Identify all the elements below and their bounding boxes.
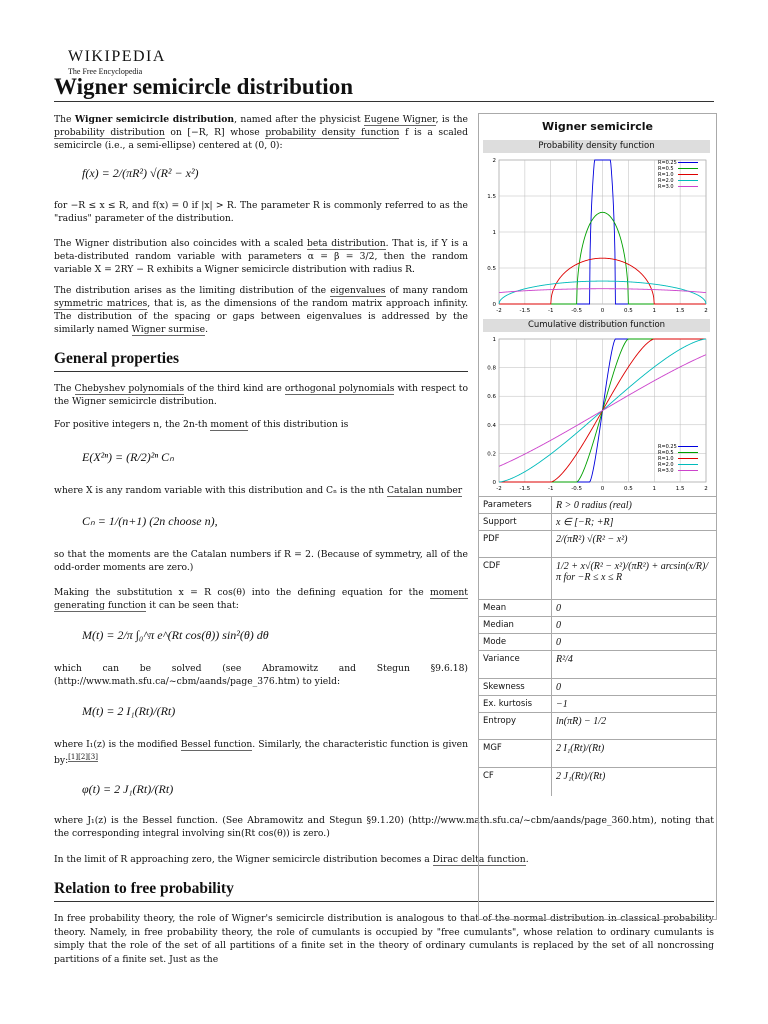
legend-label: R=1.0 [658, 456, 674, 462]
logo-wordmark: WIKIPEDIA [68, 48, 166, 65]
y-tick-label: 0 [492, 302, 496, 308]
infobox-row [479, 599, 716, 617]
link-eugene-wigner[interactable]: Eugene Wigner [364, 114, 436, 125]
infobox-row-value: 1/2 + x√(R² − x²)/(πR²) + arcsin(x/R)/π for −R ≤ x ≤ R [556, 561, 709, 583]
infobox-row-value: 0 [556, 620, 561, 631]
pdf-caption: Probability density function [483, 140, 710, 153]
x-tick-label: 1 [652, 486, 656, 492]
free-paragraph-1: In free probability theory, the role of Wigner's semicircle distribution is analogous to that of the normal distribution in classical probability theory. Namely, in free probability theory, the role of cumulants is occupied by "free cumulants", whose relation to ordinary cumulants is simply that the role of the set of all partitions of a finite set in the theory of ordinary cumulants is replaced by the set of all noncrossing partitions of a finite set. Just as the [54, 913, 714, 965]
infobox-row-label[interactable]: Variance [483, 654, 520, 664]
infobox-row-value: R²/4 [556, 654, 573, 665]
general-paragraph-8: where J₁(z) is the Bessel function. (See Abramowitz and Stegun §9.1.20) (http://www.math.sfu.ca/~cbm/aands/page_360.htm), noting that the corresponding integral involving sin(Rt cos(θ)) is zero.) [54, 815, 714, 839]
link-symmetric-matrices[interactable]: symmetric matrices [54, 298, 148, 309]
link-catalan-number[interactable]: Catalan number [386, 485, 463, 496]
pdf-chart[interactable] [483, 154, 710, 316]
equation-mgf: M(t) = 2 I₁(Rt)/(Rt) [82, 704, 176, 718]
column-divider [551, 740, 552, 768]
column-divider [551, 634, 552, 651]
heading-divider [54, 371, 468, 372]
column-divider [551, 531, 552, 558]
intro-paragraph-1: The Wigner semicircle distribution, named after the physicist Eugene Wigner, is the probability distribution on [−R, R] whose probability density function f is a scaled semicircle (i.e., a semi-ellipse) centered at (0, 0): [54, 114, 468, 151]
x-tick-label: -2 [496, 486, 502, 492]
infobox-row-value: R > 0 radius (real) [556, 500, 632, 511]
legend-label: R=3.0 [658, 468, 674, 474]
y-tick-label: 0.8 [487, 365, 496, 372]
y-tick-label: 2 [492, 158, 496, 164]
x-tick-label: 0 [600, 308, 605, 314]
infobox-row-label[interactable]: Support [483, 517, 517, 527]
wikipedia-logo[interactable] [68, 48, 166, 76]
intro-paragraph-4: The distribution arises as the limiting distribution of the eigenvalues of many random symmetric matrices, that is, as the dimensions of the random matrix approach infinity. The distribution of the spacing or gaps between eigenvalues is addressed by the similarly named Wigner surmise. [54, 285, 468, 335]
infobox-row-label[interactable]: MGF [483, 743, 502, 753]
general-paragraph-1: The Chebyshev polynomials of the third kind are orthogonal polynomials with respect to the Wigner semicircle distribution. [54, 383, 468, 407]
link-pdf[interactable]: probability density function [265, 127, 400, 138]
x-tick-label: 0 [600, 486, 605, 492]
y-tick-label: 0.4 [487, 422, 496, 429]
x-tick-label: -1.5 [519, 486, 531, 492]
cdf-chart[interactable] [483, 333, 710, 494]
legend-label: R=1.0 [658, 172, 674, 178]
x-tick-label: 1.5 [675, 308, 685, 314]
legend-label: R=2.0 [658, 178, 674, 184]
general-paragraph-2: For positive integers n, the 2n-th moment of this distribution is [54, 419, 349, 430]
reference-links[interactable]: [1][2][3] [68, 753, 98, 761]
y-tick-label: 0 [492, 480, 496, 486]
intro-paragraph-3: The Wigner distribution also coincides with a scaled beta distribution. That is, if Y is a beta-distributed random variable with parameters α = β = 3/2, then the random variable X = 2RY − R exhibits a Wigner semicircle distribution with radius R. [54, 238, 468, 275]
link-bessel-function[interactable]: Bessel function [180, 739, 253, 750]
link-dirac-delta[interactable]: Dirac delta function [432, 854, 526, 865]
infobox-row [479, 650, 716, 679]
link-probability-distribution[interactable]: probability distribution [54, 127, 165, 138]
general-paragraph-7: where I₁(z) is the modified Bessel function. Similarly, the characteristic function is given by:[1][2][3] [54, 739, 468, 767]
cdf-caption: Cumulative distribution function [483, 319, 710, 332]
heading-free-probability: Relation to free probability [54, 880, 234, 897]
equation-cf: φ(t) = 2 J₁(Rt)/(Rt) [82, 782, 174, 796]
column-divider [551, 696, 552, 713]
page-title: Wigner semicircle distribution [54, 74, 353, 99]
legend-label: R=0.25 [658, 160, 677, 166]
equation-catalan: Cₙ = 1/(n+1) (2n choose n), [82, 514, 218, 528]
general-paragraph-3: where X is any random variable with this distribution and Cₙ is the nth Catalan number [54, 485, 463, 496]
x-tick-label: -0.5 [571, 308, 582, 314]
infobox-row [479, 712, 716, 740]
legend-label: R=2.0 [658, 462, 674, 468]
infobox-row-value: 0 [556, 603, 561, 614]
x-tick-label: 2 [704, 486, 708, 492]
column-divider [551, 679, 552, 696]
infobox-row-label[interactable]: Mode [483, 637, 507, 647]
infobox-row-label[interactable]: PDF [483, 534, 500, 544]
infobox-row-label[interactable]: Entropy [483, 716, 517, 726]
infobox [478, 113, 717, 920]
x-tick-label: -2 [496, 308, 502, 314]
y-tick-label: 1 [492, 337, 496, 343]
x-tick-label: 1.5 [675, 486, 685, 492]
x-tick-label: -0.5 [571, 486, 582, 492]
infobox-row [479, 496, 716, 514]
x-tick-label: 0.5 [624, 308, 633, 314]
equation-pdf: f(x) = 2/(πR²) √(R² − x²) [82, 166, 199, 180]
infobox-row-value: −1 [556, 699, 568, 710]
infobox-row-label[interactable]: Parameters [483, 500, 532, 510]
infobox-row-value: 0 [556, 682, 561, 693]
infobox-row-label[interactable]: Mean [483, 603, 507, 613]
link-chebyshev[interactable]: Chebyshev polynomials [74, 383, 185, 394]
column-divider [551, 514, 552, 531]
column-divider [551, 651, 552, 679]
equation-moments: E(X²ⁿ) = (R/2)²ⁿ Cₙ [82, 450, 174, 464]
infobox-row [479, 513, 716, 531]
link-moment[interactable]: moment [210, 419, 249, 430]
legend-label: R=3.0 [658, 184, 674, 190]
general-paragraph-6: which can be solved (see Abramowitz and Stegun §9.6.18) (http://www.math.sfu.ca/~cbm/aands/page_376.htm) to yield: [54, 663, 468, 687]
infobox-row-value: 2/(πR²) √(R² − x²) [556, 534, 628, 545]
infobox-row [479, 633, 716, 651]
logo-tagline: The Free Encyclopedia [68, 67, 143, 76]
infobox-row-label[interactable]: Skewness [483, 682, 525, 692]
y-tick-label: 0.2 [487, 451, 496, 458]
infobox-row-label[interactable]: Ex. kurtosis [483, 699, 533, 709]
infobox-row [479, 767, 716, 796]
x-tick-label: 2 [704, 308, 708, 314]
link-orthogonal-polynomials[interactable]: orthogonal polynomials [284, 383, 395, 394]
column-divider [551, 600, 552, 617]
title-divider [54, 101, 714, 102]
y-tick-label: 1 [492, 230, 496, 236]
infobox-row-value: 2 J₁(Rt)/(Rt) [556, 771, 606, 782]
legend-label: R=0.5 [658, 166, 674, 172]
infobox-row-value: 0 [556, 637, 561, 648]
column-divider [551, 713, 552, 740]
general-paragraph-9: In the limit of R approaching zero, the Wigner semicircle distribution becomes a Dirac delta function. [54, 854, 529, 865]
y-tick-label: 0.5 [487, 266, 496, 272]
infobox-row [479, 530, 716, 558]
x-tick-label: -1.5 [519, 308, 531, 314]
infobox-title: Wigner semicircle [541, 120, 654, 133]
infobox-row [479, 695, 716, 713]
infobox-row-label[interactable]: CDF [483, 561, 501, 571]
infobox-row [479, 739, 716, 768]
legend-label: R=0.5 [658, 450, 674, 456]
column-divider [551, 497, 552, 514]
y-tick-label: 0.6 [487, 394, 496, 401]
infobox-row-value: x ∈ [−R; +R] [556, 517, 614, 528]
link-wigner-surmise[interactable]: Wigner surmise [131, 324, 206, 335]
x-tick-label: -1 [548, 486, 554, 492]
column-divider [551, 558, 552, 600]
infobox-row-value: ln(πR) − 1/2 [556, 716, 607, 727]
infobox-row [479, 557, 716, 600]
link-eigenvalues[interactable]: eigenvalues [330, 285, 386, 296]
x-tick-label: 0.5 [624, 486, 633, 492]
infobox-row-label[interactable]: Median [483, 620, 514, 630]
x-tick-label: 1 [652, 308, 656, 314]
link-mgf[interactable]: moment generating function [54, 587, 468, 611]
general-paragraph-4: so that the moments are the Catalan numbers if R = 2. (Because of symmetry, all of the odd-order moments are zero.) [54, 549, 468, 573]
legend-label: R=0.25 [658, 444, 677, 450]
infobox-row-value: 2 I₁(Rt)/(Rt) [556, 743, 605, 754]
infobox-row [479, 678, 716, 696]
infobox-row [479, 616, 716, 634]
heading-general-properties: General properties [54, 350, 179, 367]
equation-mgf-integral: M(t) = 2/π ∫₀^π e^(Rt cos(θ)) sin²(θ) dθ [82, 628, 269, 642]
general-paragraph-5: Making the substitution x = R cos(θ) into the defining equation for the moment generating function it can be seen that: [54, 587, 468, 611]
x-tick-label: -1 [548, 308, 554, 314]
intro-paragraph-2: for −R ≤ x ≤ R, and f(x) = 0 if |x| > R. The parameter R is commonly referred to as the "radius" parameter of the distribution. [54, 200, 468, 224]
column-divider [551, 617, 552, 634]
link-beta-distribution[interactable]: beta distribution [307, 238, 386, 249]
y-tick-label: 1.5 [487, 194, 496, 200]
infobox-row-label[interactable]: CF [483, 771, 494, 781]
column-divider [551, 768, 552, 796]
